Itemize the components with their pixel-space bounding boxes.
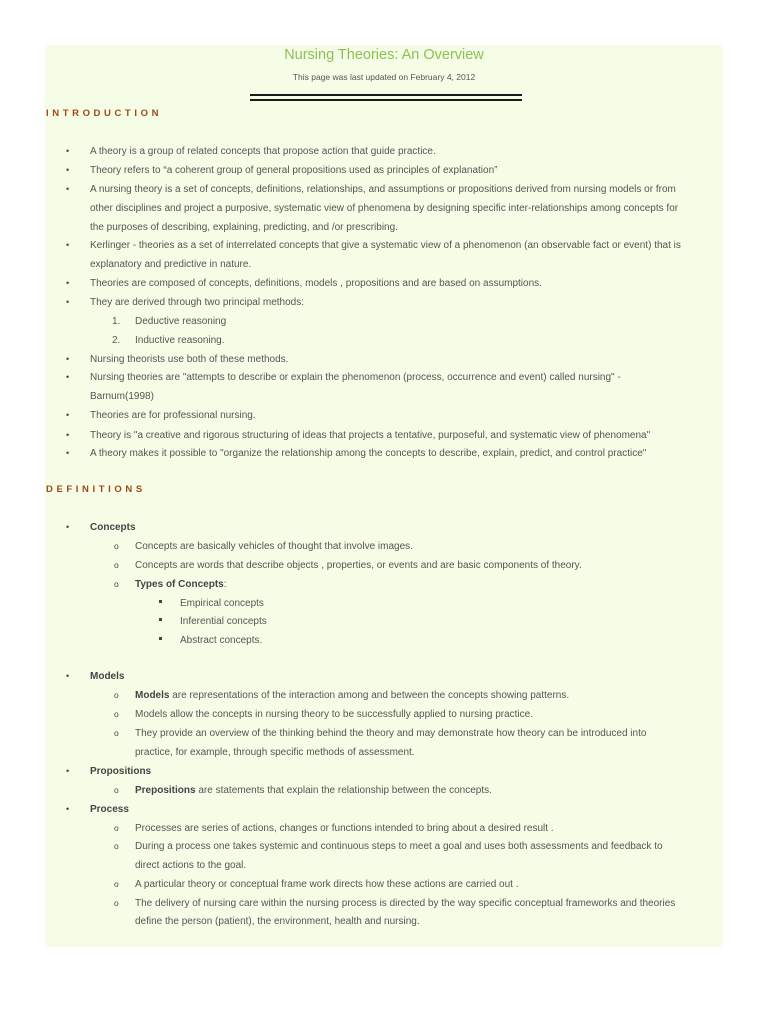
- square-bullet: [159, 600, 162, 603]
- models-item: [135, 686, 569, 705]
- bullet: •: [66, 278, 70, 288]
- process-item-continuation: direct actions to the goal.: [135, 860, 247, 871]
- bullet: •: [66, 671, 70, 681]
- last-updated: This page was last updated on February 4, 2012: [292, 72, 476, 82]
- sub-bullet: o: [114, 785, 119, 795]
- models-rest: are representations of the interaction among and between the concepts showing patterns.: [169, 690, 570, 701]
- bullet: •: [66, 354, 70, 364]
- bullet: •: [66, 522, 70, 532]
- process-item: A particular theory or conceptual frame work directs how these actions are carried out .: [135, 879, 519, 890]
- concepts-title: Concepts: [90, 522, 136, 533]
- bullet: •: [66, 165, 70, 175]
- square-bullet: [159, 637, 162, 640]
- process-item: During a process one takes systemic and continuous steps to meet a goal and uses both assessments and feedback to: [135, 841, 663, 852]
- models-bold: Models: [135, 690, 170, 701]
- sub-bullet: o: [114, 898, 119, 908]
- list-item: Kerlinger - theories as a set of interrelated concepts that give a systematic view of a phenomenon (an observable fact or event) that is: [90, 240, 681, 251]
- list-item-continuation: the purposes of describing, explaining, predicting, and /or prescribing.: [90, 222, 398, 233]
- process-item: Processes are series of actions, changes or functions intended to bring about a desired result .: [135, 823, 554, 834]
- process-item-continuation: define the person (patient), the environment, health and nursing.: [135, 916, 420, 927]
- square-bullet: [159, 618, 162, 621]
- document-panel: [45, 45, 723, 947]
- divider-line: [250, 99, 522, 101]
- models-item: They provide an overview of the thinking behind the theory and may demonstrate how theory can be introduced into: [135, 728, 647, 739]
- list-item: Nursing theories are "attempts to describe or explain the phenomenon (process, occurrence and event) called nursing" -: [90, 372, 621, 383]
- concept-type: Empirical concepts: [180, 598, 264, 609]
- concepts-item: Concepts are basically vehicles of thought that involve images.: [135, 541, 413, 552]
- method-number: 2.: [112, 335, 121, 346]
- concept-type: Abstract concepts.: [180, 635, 263, 646]
- list-item: A nursing theory is a set of concepts, definitions, relationships, and assumptions or propositions derived from nursing models or from: [90, 184, 676, 195]
- sub-bullet: o: [114, 690, 119, 700]
- types-colon: :: [223, 579, 227, 590]
- bullet: •: [66, 804, 70, 814]
- page-title: Nursing Theories: An Overview: [284, 47, 484, 63]
- sub-bullet: o: [114, 541, 119, 551]
- bullet: •: [66, 448, 70, 458]
- models-title: Models: [90, 671, 125, 682]
- bullet: •: [66, 372, 70, 382]
- types-of-concepts: [135, 575, 227, 594]
- types-label: Types of Concepts: [135, 579, 224, 590]
- bullet: •: [66, 240, 70, 250]
- bullet: •: [66, 766, 70, 776]
- list-item: Theories are composed of concepts, definitions, models , propositions and are based on assumptions.: [90, 278, 542, 289]
- bullet: •: [66, 430, 70, 440]
- bullet: •: [66, 410, 70, 420]
- section-heading-introduction: INTRODUCTION: [46, 108, 163, 119]
- propositions-item: [135, 781, 492, 800]
- propositions-title: Propositions: [90, 766, 152, 777]
- bullet: •: [66, 297, 70, 307]
- list-item: A theory makes it possible to "organize the relationship among the concepts to describe, explain, predict, and control practice": [90, 448, 647, 459]
- process-title: Process: [90, 804, 129, 815]
- sub-bullet: o: [114, 841, 119, 851]
- list-item: A theory is a group of related concepts that propose action that guide practice.: [90, 146, 436, 157]
- sub-bullet: o: [114, 579, 119, 589]
- list-item: They are derived through two principal methods:: [90, 297, 305, 308]
- concept-type: Inferential concepts: [180, 616, 267, 627]
- concepts-item: Concepts are words that describe objects , properties, or events and are basic components of theory.: [135, 560, 582, 571]
- method-item: Inductive reasoning.: [135, 335, 225, 346]
- method-number: 1.: [112, 316, 121, 327]
- models-item: Models allow the concepts in nursing theory to be successfully applied to nursing practice.: [135, 709, 533, 720]
- propositions-bold: Prepositions: [135, 785, 196, 796]
- list-item: Theory refers to “a coherent group of general propositions used as principles of explanation”: [90, 165, 498, 176]
- section-heading-definitions: DEFINITIONS: [46, 484, 146, 495]
- list-item: Nursing theorists use both of these methods.: [90, 354, 289, 365]
- list-item-continuation: explanatory and predictive in nature.: [90, 259, 252, 270]
- sub-bullet: o: [114, 823, 119, 833]
- divider-line: [250, 94, 522, 96]
- list-item-continuation: other disciplines and project a purposive, systematic view of phenomena by designing specific inter-relationships among concepts for: [90, 203, 679, 214]
- bullet: •: [66, 146, 70, 156]
- models-item-continuation: practice, for example, through specific methods of assessment.: [135, 747, 415, 758]
- process-item: The delivery of nursing care within the nursing process is directed by the way specific conceptual frameworks and theories: [135, 898, 676, 909]
- list-item: Theory is "a creative and rigorous structuring of ideas that projects a tentative, purposeful, and systematic view of phenomena": [90, 430, 651, 441]
- list-item-continuation: Barnum(1998): [90, 391, 154, 402]
- bullet: •: [66, 184, 70, 194]
- sub-bullet: o: [114, 709, 119, 719]
- propositions-rest: are statements that explain the relationship between the concepts.: [195, 785, 492, 796]
- method-item: Deductive reasoning: [135, 316, 227, 327]
- list-item: Theories are for professional nursing.: [90, 410, 256, 421]
- sub-bullet: o: [114, 560, 119, 570]
- sub-bullet: o: [114, 728, 119, 738]
- sub-bullet: o: [114, 879, 119, 889]
